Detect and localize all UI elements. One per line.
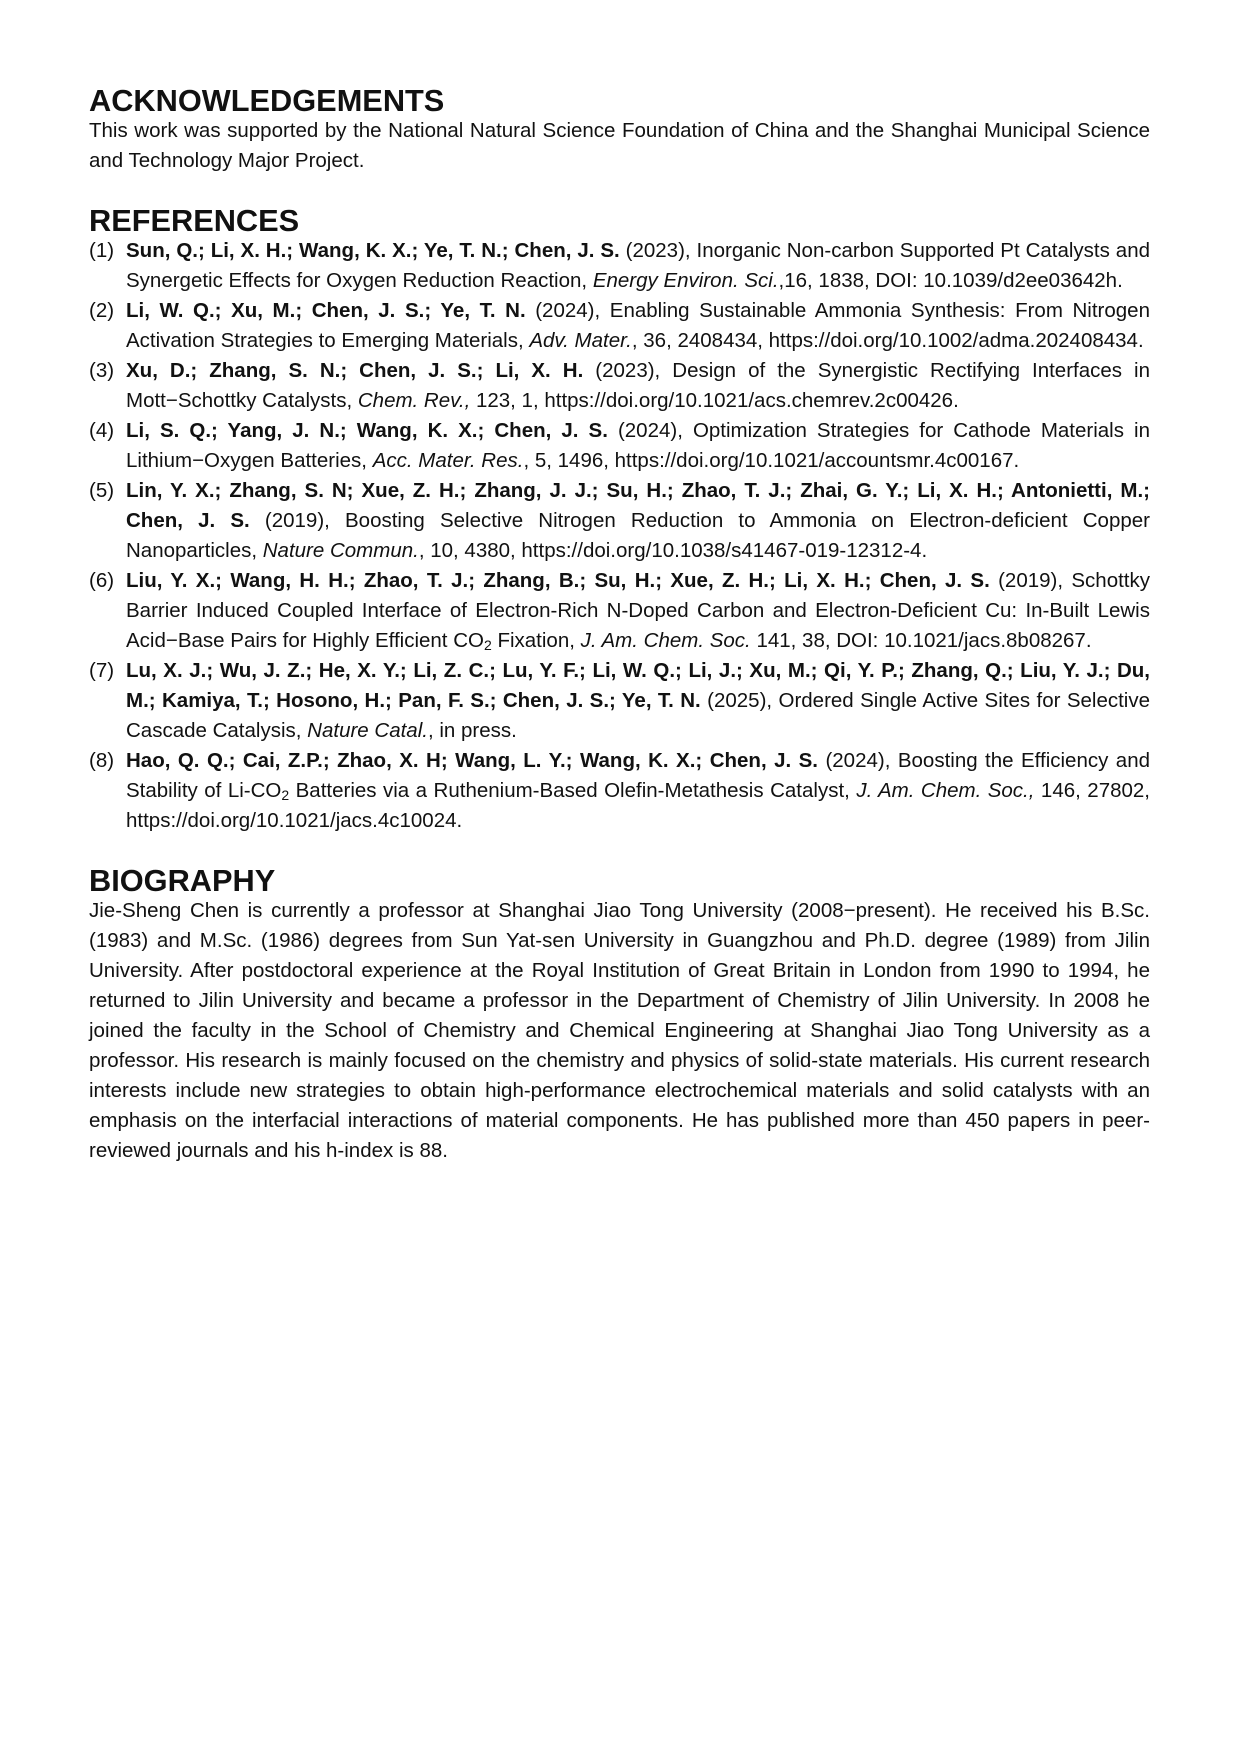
reference-item [89,416,1150,476]
subscript-two: 2 [281,787,290,803]
biography-heading: BIOGRAPHY [89,863,276,898]
reference-authors: Hao, Q. Q.; Cai, Z.P.; Zhao, X. H; Wang, L. Y.; Wang, K. X.; Chen, J. S. [126,749,818,772]
reference-title: (2024), Boosting the Efficiency and Stability of Li-CO [126,749,1151,802]
reference-item [89,566,1150,656]
references-heading: REFERENCES [89,203,300,238]
reference-title: (2024), Enabling Sustainable Ammonia Synthesis: From Nitrogen Activation Strategies to Emerging Materials, [126,299,1150,352]
reference-title: (2023), Inorganic Non-carbon Supported Pt Catalysts and Synergetic Effects for Oxygen Reduction Reaction, [126,239,1150,292]
reference-title: (2023), Design of the Synergistic Rectifying Interfaces in Mott−Schottky Catalysts, [126,359,1151,412]
reference-authors: Li, W. Q.; Xu, M.; Chen, J. S.; Ye, T. N. [126,299,526,322]
reference-number: (4) [89,419,115,442]
reference-details: 141, 38, DOI: 10.1021/jacs.8b08267. [750,629,1092,652]
reference-text [126,656,1150,746]
reference-authors: Liu, Y. X.; Wang, H. H.; Zhao, T. J.; Zhang, B.; Su, H.; Xue, Z. H.; Li, X. H.; Chen, J. S. [126,569,990,592]
subscript-two: 2 [483,637,492,653]
reference-text [126,356,1150,416]
reference-journal: Energy Environ. Sci. [592,269,779,292]
reference-text [126,746,1150,836]
reference-journal: J. Am. Chem. Soc., [856,779,1035,802]
references-section [89,203,1151,836]
reference-journal: Nature Catal. [307,719,428,742]
acknowledgements-heading: ACKNOWLEDGEMENTS [89,83,445,118]
reference-title-cont: Fixation, [491,629,581,652]
reference-authors: Xu, D.; Zhang, S. N.; Chen, J. S.; Li, X. H. [126,359,584,382]
reference-item [89,296,1150,356]
document-page [89,83,1151,1196]
reference-details: , 36, 2408434, https://doi.org/10.1002/adma.202408434. [631,329,1144,352]
acknowledgements-section [89,83,1150,176]
references-list [89,236,1150,836]
reference-text [126,566,1150,656]
reference-details: ,16, 1838, DOI: 10.1039/d2ee03642h. [778,269,1123,292]
reference-journal: Acc. Mater. Res. [372,449,524,472]
reference-title: (2024), Optimization Strategies for Cathode Materials in Lithium−Oxygen Batteries, [126,419,1150,472]
reference-item [89,476,1150,566]
reference-item [89,236,1150,296]
reference-item [89,656,1150,746]
reference-details: , 10, 4380, https://doi.org/10.1038/s41467-019-12312-4. [418,539,928,562]
acknowledgements-text: This work was supported by the National Natural Science Foundation of China and the Shanghai Municipal Science and Technology Major Project. [89,119,1150,172]
reference-text [126,296,1150,356]
reference-title: (2019), Boosting Selective Nitrogen Reduction to Ammonia on Electron-deficient Copper Nanoparticles, [126,509,1150,562]
reference-text [126,236,1150,296]
reference-number: (8) [89,749,115,772]
reference-journal: J. Am. Chem. Soc. [580,629,751,652]
reference-authors: Lu, X. J.; Wu, J. Z.; He, X. Y.; Li, Z. C.; Lu, Y. F.; Li, W. Q.; Li, J.; Xu, M.; Qi, Y. P.; Zhang, Q.; Liu, Y. J.; Du, M.; Kamiya, T.; Hosono, H.; Pan, F. S.; Chen, J. S.; Ye, T. N. [126,659,1150,712]
reference-number: (1) [89,239,115,262]
reference-details: 123, 1, https://doi.org/10.1021/acs.chemrev.2c00426. [470,389,959,412]
reference-details: 146, 27802, https://doi.org/10.1021/jacs.4c10024. [126,779,1150,832]
reference-title: (2019), Schottky Barrier Induced Coupled Interface of Electron-Rich N-Doped Carbon and Electron-Deficient Cu: In-Built Lewis Acid−Base Pairs for Highly Efficient CO [126,569,1150,652]
reference-number: (2) [89,299,115,322]
reference-journal: Nature Commun. [262,539,419,562]
reference-authors: Lin, Y. X.; Zhang, S. N; Xue, Z. H.; Zhang, J. J.; Su, H.; Zhao, T. J.; Zhai, G. Y.; Li, X. H.; Antonietti, M.; Chen, J. S. [126,479,1150,532]
reference-title-cont: Batteries via a Ruthenium-Based Olefin-Metathesis Catalyst, [289,779,857,802]
biography-section [89,863,1150,1166]
reference-journal: Chem. Rev., [357,389,471,412]
reference-authors: Li, S. Q.; Yang, J. N.; Wang, K. X.; Chen, J. S. [126,419,608,442]
reference-details: , in press. [427,719,517,742]
biography-text: Jie-Sheng Chen is currently a professor at Shanghai Jiao Tong University (2008−present). He received his B.Sc. (1983) and M.Sc. (1986) degrees from Sun Yat-sen University in Guangzhou and Ph.D. degree (1989) from Jilin University. After postdoctoral experience at the Royal Institution of Great Britain in London from 1990 to 1994, he returned to Jilin University and became a professor in the Department of Chemistry of Jilin University. In 2008 he joined the faculty in the School of Chemistry and Chemical Engineering at Shanghai Jiao Tong University as a professor. His research is mainly focused on the chemistry and physics of solid-state materials. His current research interests include new strategies to obtain high-performance electrochemical materials and solid catalysts with an emphasis on the interfacial interactions of material components. He has published more than 450 papers in peer-reviewed journals and his h-index is 88. [89,899,1150,1162]
reference-number: (6) [89,569,115,592]
reference-number: (5) [89,479,115,502]
reference-text [126,416,1150,476]
reference-number: (3) [89,359,115,382]
reference-item [89,356,1150,416]
reference-text [126,476,1150,566]
reference-details: , 5, 1496, https://doi.org/10.1021/accountsmr.4c00167. [523,449,1020,472]
reference-title: (2025), Ordered Single Active Sites for Selective Cascade Catalysis, [126,689,1151,742]
reference-authors: Sun, Q.; Li, X. H.; Wang, K. X.; Ye, T. N.; Chen, J. S. [126,239,620,262]
reference-number: (7) [89,659,115,682]
reference-item [89,746,1150,836]
reference-journal: Adv. Mater. [529,329,632,352]
